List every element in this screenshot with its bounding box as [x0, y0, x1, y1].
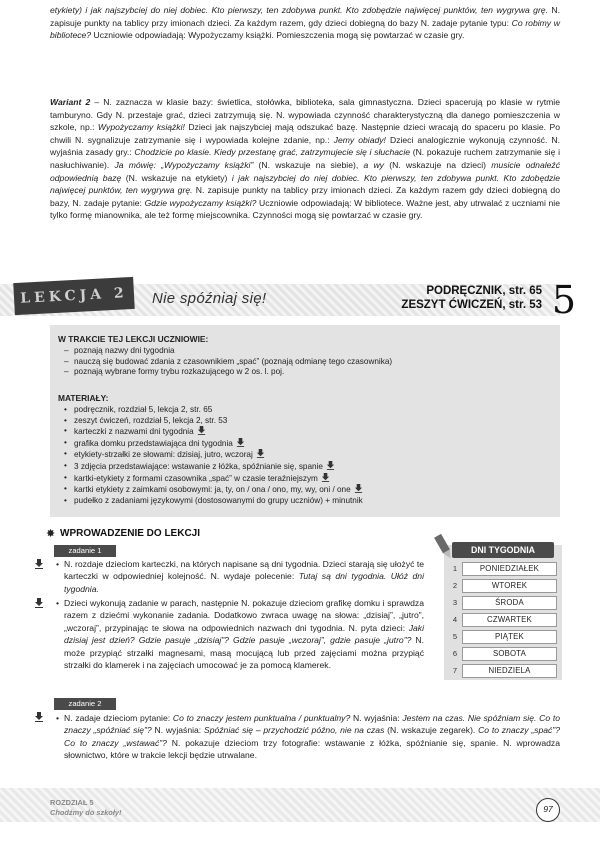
task-1-label: zadanie 1 — [54, 545, 116, 557]
list-item: 7 NIEDZIELA — [450, 664, 557, 678]
download-icon[interactable] — [34, 559, 44, 569]
lesson-references — [401, 284, 542, 312]
task-1-paragraph-1: • N. rozdaje dzieciom karteczki, na których napisane są dni tygodnia. Dzieci starają się ułożyć te karteczki w odpowiedniej kolejność. N. wydaje polecenie: Tutaj są dni tygodnia. Ułóż dni tygodnia. — [64, 558, 424, 595]
list-item: • kartki etykiety z zaimkami osobowymi: ja, ty, on / ona / ono, my, wy, oni / one — [64, 484, 363, 496]
list-item: 5 PIĄTEK — [450, 630, 557, 644]
game-instructions-paragraph: etykiety) i jak najszybciej do niej dobiec. Kto pierwszy, ten zdobywa punkt. Kto zdobędzie najwięcej punktów, ten wygrywa grę. N. zapisuje punkty na tablicy przy imionach dzieci. Za każdym razem, gdy dzieci dobiegną do bazy N. zadaje pytanie typu: Co robimy w bibliotece? Uczniowie odpowiadają: Wypożyczamy książki. Pomieszczenia mogą się powtarzać w czasie gry. — [50, 5, 560, 41]
materials-list — [64, 405, 363, 506]
variant-2-label: Wariant 2 — [50, 97, 91, 107]
download-icon[interactable] — [236, 438, 245, 447]
list-item: 1 PONIEDZIAŁEK — [450, 562, 557, 576]
download-icon[interactable] — [197, 426, 206, 435]
goals-heading: W TRAKCIE TEJ LEKCJI UCZNIOWIE: — [58, 334, 209, 344]
task-1-paragraph-2: • Dzieci wykonują zadanie w parach, następnie N. pokazuje dzieciom grafikę domku i sprawdza razem z dziećmi wykonanie zadania. Dodatkowo zwraca uwagę na słowa: „dzisiaj”, „jutro”, „wczoraj”, przypinając te słowa na odpowiednich nazwach dni tygodnia. N. pyta dzieci: Jaki dzisiaj jest dzień? Gdzie pasuje „dzisiaj”? Gdzie pasuje „wczoraj”, gdzie pasuje „jutro”? N. może przypiąć strzałki magnesami, masą mocującą lub przed zajęciami można przypiąć strzałki do klamerek i na zajęciach umocować je za pomocą klamerek. — [64, 597, 424, 671]
star-icon: ✸ — [46, 528, 56, 540]
list-item: • zeszyt ćwiczeń, rozdział 5, lekcja 2, str. 53 — [64, 416, 363, 427]
download-icon[interactable] — [34, 712, 44, 722]
list-item: 6 SOBOTA — [450, 647, 557, 661]
unit-number: 5 — [551, 278, 576, 322]
list-item: 4 CZWARTEK — [450, 613, 557, 627]
list-item: • 3 zdjęcia przedstawiające: wstawanie z łóżka, spóźnianie się, spanie — [64, 461, 363, 473]
textbook-reference: PODRĘCZNIK, str. 65 — [426, 285, 542, 297]
lesson-header — [0, 278, 600, 322]
task-2-label: zadanie 2 — [54, 698, 116, 710]
download-icon[interactable] — [34, 598, 44, 608]
list-item: • grafika domku przedstawiająca dni tygodnia — [64, 438, 363, 450]
days-of-week-title: DNI TYGODNIA — [452, 542, 554, 558]
list-item: • etykiety-strzałki ze słowami: dzisiaj, jutro, wczoraj — [64, 449, 363, 461]
download-icon[interactable] — [326, 461, 335, 470]
list-item: – poznają wybrane formy trybu rozkazującego w 2 os. l. poj. — [64, 367, 392, 378]
task-2-paragraph: • N. zadaje dzieciom pytanie: Co to znaczy jestem punktualna / punktualny? N. wyjaśnia: Jestem na czas. Nie spóźniam się. Co to znaczy „spóźniać się”? N. wyjaśnia: Spóźniać się – przychodzić późno, nie na czas (N. wskazuje zegarek). Co to znaczy „spać”? Co to znaczy „wstawać”? N. pokazuje dzieciom trzy fotografie: wstawanie z łóżka, spóźnianie się, spanie. N. wprowadza słownictwo, które w trakcie lekcji będzie utrwalane. — [64, 712, 560, 762]
list-item: • pudełko z zadaniami językowymi (dostosowanymi do grupy uczniów) + minutnik — [64, 496, 363, 507]
materials-heading: MATERIAŁY: — [58, 393, 109, 403]
footer-chapter: ROZDZIAŁ 5 — [50, 798, 94, 807]
list-item: 3 ŚRODA — [450, 596, 557, 610]
page-number: 97 — [536, 798, 560, 822]
section-title: WPROWADZENIE DO LEKCJI — [60, 528, 201, 539]
variant-2-paragraph: Wariant 2 – N. zaznacza w klasie bazy: świetlica, stołówka, biblioteka, sala gimnastyczna. Dzieci spacerują po klasie w rytmie tamburyno. Gdy N. przestaje grać, dzieci zatrzymują się. N. wypowiada czynność charakterystyczną dla danego pomieszczenia w szkole, np.: Wypożyczamy książki! Dzieci jak najszybciej mają odszukać bazę. Następnie dzieci wracają do spaceru po klasie. Po chwili N. sygnalizuje zatrzymanie się i wypowiada kolejne zdanie, np.: Jemy obiady! Dzieci analogicznie wykonują czynność. N. wyjaśnia zasady gry.: Chodzicie po klasie. Kiedy przestanę grać, zatrzymujecie się i słuchacie (N. pokazuje ruchem zatrzymanie się i nasłuchiwanie). Ja mówię: „Wypożyczamy książki” (N. wskazuje na siebie), a wy (N. wskazuje na dzieci) musicie odnaleźć odpowiednią bazę (N. wskazuje na etykiety) i jak najszybciej do niej dobiec. Kto pierwszy, ten zdobywa punkt. Kto zdobędzie najwięcej punktów, ten wygrywa grę. N. zapisuje punkty na tablicy przy imionach dzieci. Za każdym razem gdy dzieci dobiegną do bazy, N. zadaje pytanie: Gdzie wypożyczamy książki? Uczniowie odpowiadają: W bibliotece. Ważne jest, aby utrwalać z uczniami nie tylko formę mianownika, ale też formę miejscownika. Czynności mogą się powtarzać w czasie gry. — [50, 97, 561, 221]
workbook-reference: ZESZYT ĆWICZEŃ, str. 53 — [401, 299, 542, 311]
list-item: • podręcznik, rozdział 5, lekcja 2, str. 65 — [64, 405, 363, 416]
lesson-tag: LEKCJA 2 — [13, 277, 135, 315]
list-item: – poznają nazwy dni tygodnia — [64, 346, 392, 357]
lesson-info-box — [50, 325, 560, 517]
download-icon[interactable] — [321, 473, 330, 482]
list-item: • kartki-etykiety z formami czasownika „spać” w czasie teraźniejszym — [64, 473, 363, 485]
download-icon[interactable] — [256, 449, 265, 458]
download-icon[interactable] — [354, 484, 363, 493]
lesson-title: Nie spóźniaj się! — [152, 290, 267, 307]
list-item: • karteczki z nazwami dni tygodnia — [64, 426, 363, 438]
footer-chapter-title: Chodźmy do szkoły! — [50, 808, 122, 817]
list-item: – nauczą się budować zdania z czasownikiem „spać” (poznają odmianę tego czasownika) — [64, 357, 392, 368]
list-item: 2 WTOREK — [450, 579, 557, 593]
goals-list — [64, 346, 392, 378]
